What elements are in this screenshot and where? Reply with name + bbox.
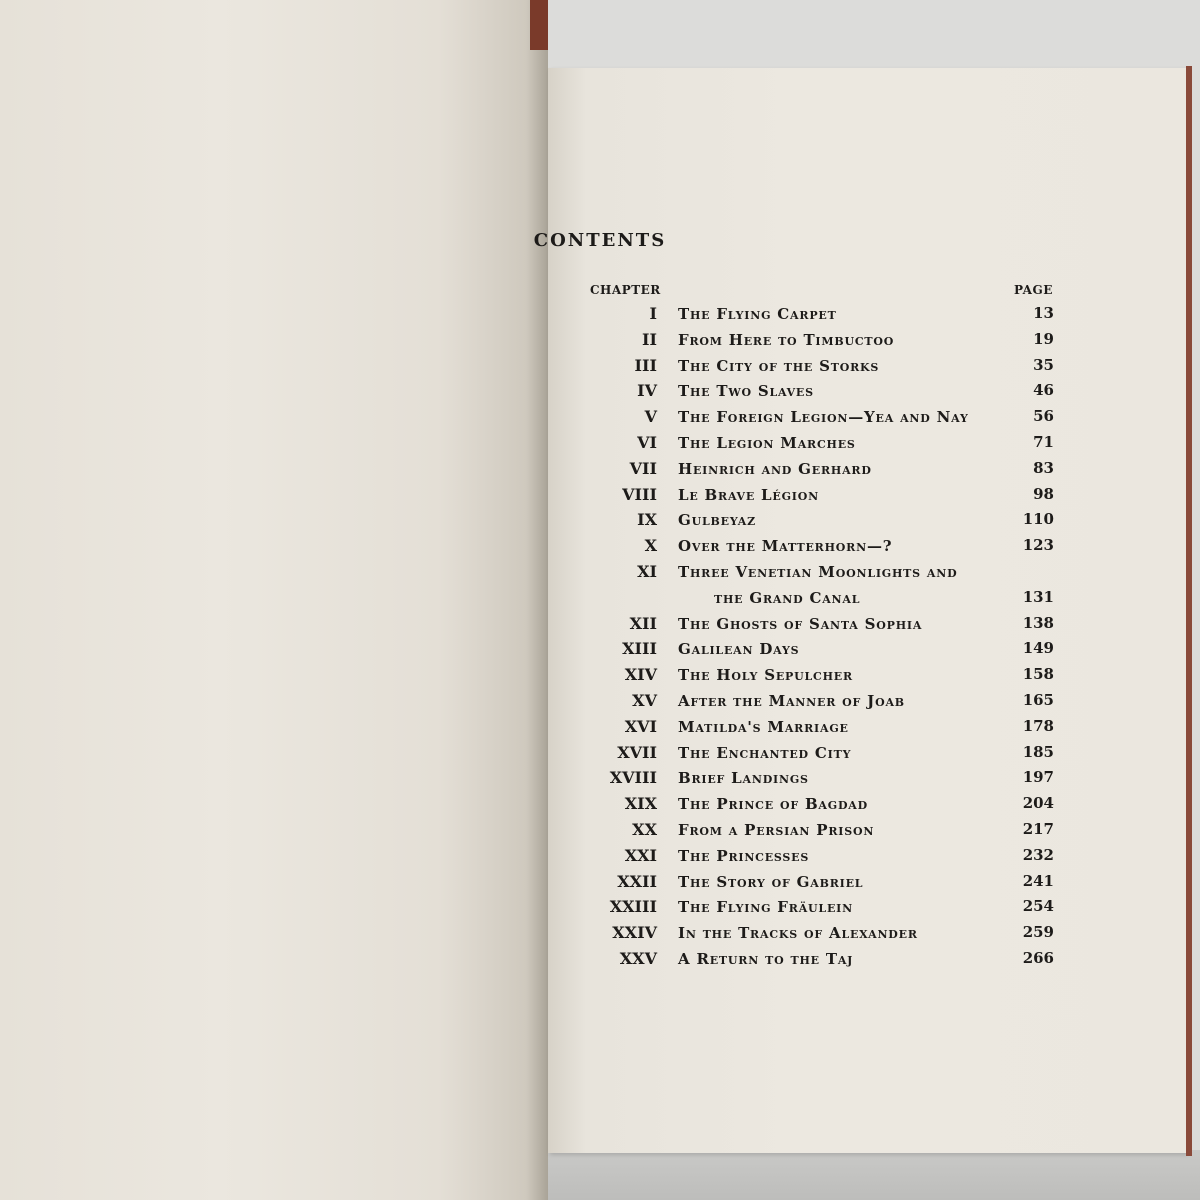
toc-entry bbox=[0, 790, 1200, 816]
toc-entry bbox=[0, 635, 1200, 661]
chapter-number: XX bbox=[632, 820, 657, 839]
chapter-number: III bbox=[634, 355, 657, 375]
chapter-number: XXII bbox=[617, 871, 657, 891]
toc-entry bbox=[0, 713, 1200, 739]
chapter-title: Le Brave Légion bbox=[678, 485, 819, 504]
toc-entry bbox=[0, 352, 1200, 378]
toc-entry bbox=[0, 403, 1200, 429]
page-number: 83 bbox=[1033, 458, 1054, 477]
toc-entry bbox=[0, 610, 1200, 636]
chapter-number: XXIII bbox=[609, 897, 657, 917]
chapter-title: The Legion Marches bbox=[678, 434, 856, 452]
chapter-title: The Flying Carpet bbox=[678, 305, 837, 323]
chapter-title: A Return to the Taj bbox=[678, 950, 854, 968]
page-number: 165 bbox=[1022, 691, 1054, 709]
chapter-number: XIII bbox=[622, 639, 657, 659]
toc-entry bbox=[0, 481, 1200, 507]
page-number: 178 bbox=[1022, 716, 1054, 735]
page-number: 217 bbox=[1022, 820, 1054, 838]
chapter-title: Over the Matterhorn—? bbox=[678, 537, 893, 556]
toc-entry bbox=[0, 893, 1200, 919]
page-number: 259 bbox=[1022, 923, 1054, 942]
toc-entry bbox=[0, 661, 1200, 687]
toc-entry bbox=[0, 739, 1200, 765]
chapter-number: XXV bbox=[619, 949, 657, 968]
page-number: 123 bbox=[1022, 536, 1054, 555]
chapter-title: The Princesses bbox=[678, 846, 810, 865]
chapter-title: Galilean Days bbox=[678, 640, 800, 659]
page-number: 158 bbox=[1022, 665, 1054, 684]
toc-entry bbox=[0, 300, 1200, 326]
chapter-title: The Foreign Legion—Yea and Nay bbox=[678, 408, 969, 427]
page-number: 98 bbox=[1033, 484, 1054, 503]
toc-entry bbox=[0, 377, 1200, 403]
chapter-number: XV bbox=[632, 691, 657, 710]
chapter-title: Heinrich and Gerhard bbox=[678, 459, 872, 478]
chapter-number: XVIII bbox=[609, 768, 657, 788]
toc-entry bbox=[0, 764, 1200, 790]
page-number: 138 bbox=[1022, 613, 1054, 632]
page-number: 35 bbox=[1033, 355, 1054, 374]
chapter-number: IX bbox=[637, 510, 657, 530]
chapter-title: Gulbeyaz bbox=[678, 511, 756, 530]
chapter-number: II bbox=[642, 329, 657, 349]
toc-entry bbox=[0, 532, 1200, 558]
chapter-number: XXIV bbox=[612, 923, 657, 943]
chapter-title: The Flying Fräulein bbox=[678, 898, 853, 917]
chapter-title: The Enchanted City bbox=[678, 743, 852, 762]
toc-entry bbox=[0, 429, 1200, 455]
chapter-column-header: CHAPTER bbox=[590, 283, 661, 297]
chapter-number: XII bbox=[629, 613, 657, 633]
page-number: 56 bbox=[1033, 407, 1054, 426]
chapter-number: VI bbox=[637, 433, 657, 452]
toc-entry bbox=[0, 687, 1200, 713]
chapter-title: The City of the Storks bbox=[678, 356, 880, 375]
toc-entry bbox=[0, 919, 1200, 945]
chapter-number: V bbox=[644, 407, 657, 427]
chapter-title: Three Venetian Moonlights and bbox=[678, 563, 958, 581]
toc-entry bbox=[0, 455, 1200, 481]
chapter-title: The Two Slaves bbox=[678, 382, 814, 401]
page-number: 110 bbox=[1022, 510, 1054, 529]
chapter-title-continuation: the Grand Canal bbox=[714, 588, 861, 607]
toc-entry bbox=[0, 326, 1200, 352]
page-number: 232 bbox=[1022, 845, 1054, 864]
toc-entry bbox=[0, 842, 1200, 868]
chapter-number: IV bbox=[637, 381, 657, 401]
page-number: 19 bbox=[1033, 329, 1054, 348]
chapter-title: The Holy Sepulcher bbox=[678, 666, 853, 685]
chapter-number: X bbox=[644, 536, 657, 556]
page-number: 204 bbox=[1022, 794, 1054, 813]
page-number: 185 bbox=[1022, 742, 1054, 761]
chapter-number: XXI bbox=[624, 845, 657, 865]
page-number: 241 bbox=[1022, 871, 1054, 890]
chapter-number: I bbox=[649, 304, 657, 323]
page-number: 197 bbox=[1022, 768, 1054, 787]
toc-entry-continuation bbox=[0, 584, 1200, 610]
chapter-title: From a Persian Prison bbox=[678, 821, 875, 839]
chapter-title: Brief Landings bbox=[678, 769, 809, 788]
toc-entry bbox=[0, 945, 1200, 971]
chapter-number: XIV bbox=[624, 665, 657, 685]
cover-edge bbox=[530, 0, 548, 50]
page-number: 254 bbox=[1022, 897, 1054, 916]
toc-entry bbox=[0, 506, 1200, 532]
page-title: CONTENTS bbox=[533, 230, 667, 251]
page-number: 71 bbox=[1033, 433, 1054, 451]
page-number: 131 bbox=[1022, 587, 1054, 606]
chapter-number: VIII bbox=[622, 484, 657, 504]
chapter-title: From Here to Timbuctoo bbox=[678, 330, 895, 349]
page-number: 13 bbox=[1033, 304, 1054, 322]
toc-entry bbox=[0, 558, 1200, 584]
page-column-header: PAGE bbox=[1014, 283, 1053, 297]
toc-entry bbox=[0, 868, 1200, 894]
chapter-number: XI bbox=[637, 562, 657, 581]
chapter-number: XVII bbox=[617, 742, 657, 762]
chapter-number: XVI bbox=[624, 716, 657, 736]
chapter-title: The Ghosts of Santa Sophia bbox=[678, 614, 923, 633]
chapter-title: After the Manner of Joab bbox=[678, 692, 905, 710]
chapter-title: The Story of Gabriel bbox=[678, 872, 864, 891]
page-number: 149 bbox=[1022, 639, 1054, 658]
chapter-number: VII bbox=[629, 458, 657, 478]
chapter-title: Matilda's Marriage bbox=[678, 717, 849, 736]
page-number: 266 bbox=[1022, 949, 1054, 967]
page-number: 46 bbox=[1033, 381, 1054, 400]
chapter-title: In the Tracks of Alexander bbox=[678, 924, 918, 943]
chapter-number: XIX bbox=[624, 794, 657, 814]
chapter-title: The Prince of Bagdad bbox=[678, 795, 868, 814]
toc-entry bbox=[0, 816, 1200, 842]
